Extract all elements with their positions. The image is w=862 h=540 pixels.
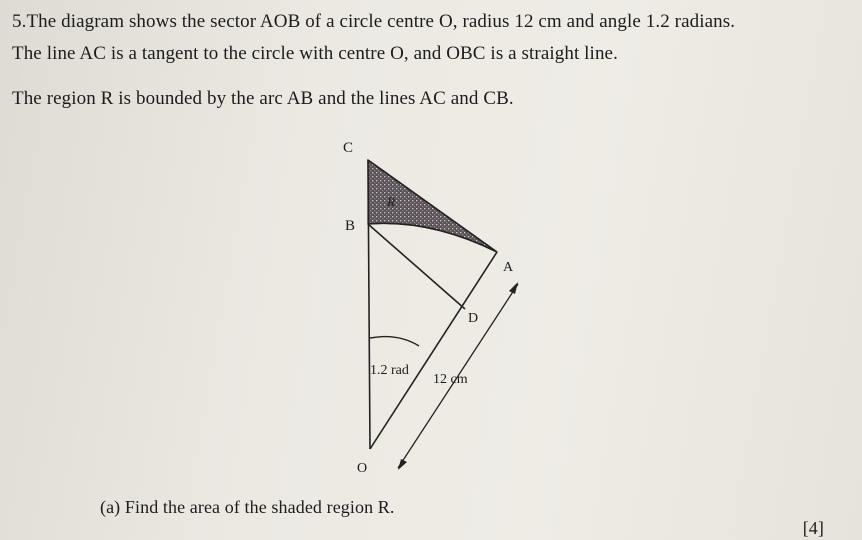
label-radius: 12 cm (433, 372, 468, 387)
question-line-1: 5.The diagram shows the sector AOB of a circle centre O, radius 12 cm and angle 1.2 radians. (12, 11, 736, 32)
arrow-head-bottom (398, 459, 407, 470)
arrow-head-top (509, 282, 518, 294)
label-d: D (468, 311, 479, 326)
label-angle: 1.2 rad (370, 363, 409, 378)
label-o: O (357, 461, 368, 476)
line-bd (368, 224, 465, 309)
label-a: A (503, 260, 514, 275)
angle-arc (370, 337, 419, 346)
label-b: B (345, 218, 356, 234)
part-a-question: (a) Find the area of the shaded region R. (100, 497, 395, 517)
label-r: R (387, 194, 395, 209)
marks-label: [4] (802, 518, 824, 538)
question-line-2: The line AC is a tangent to the circle with centre O, and OBC is a straight line. (12, 43, 618, 64)
label-c: C (343, 140, 354, 156)
question-line-3: The region R is bounded by the arc AB and the lines AC and CB. (12, 88, 514, 109)
